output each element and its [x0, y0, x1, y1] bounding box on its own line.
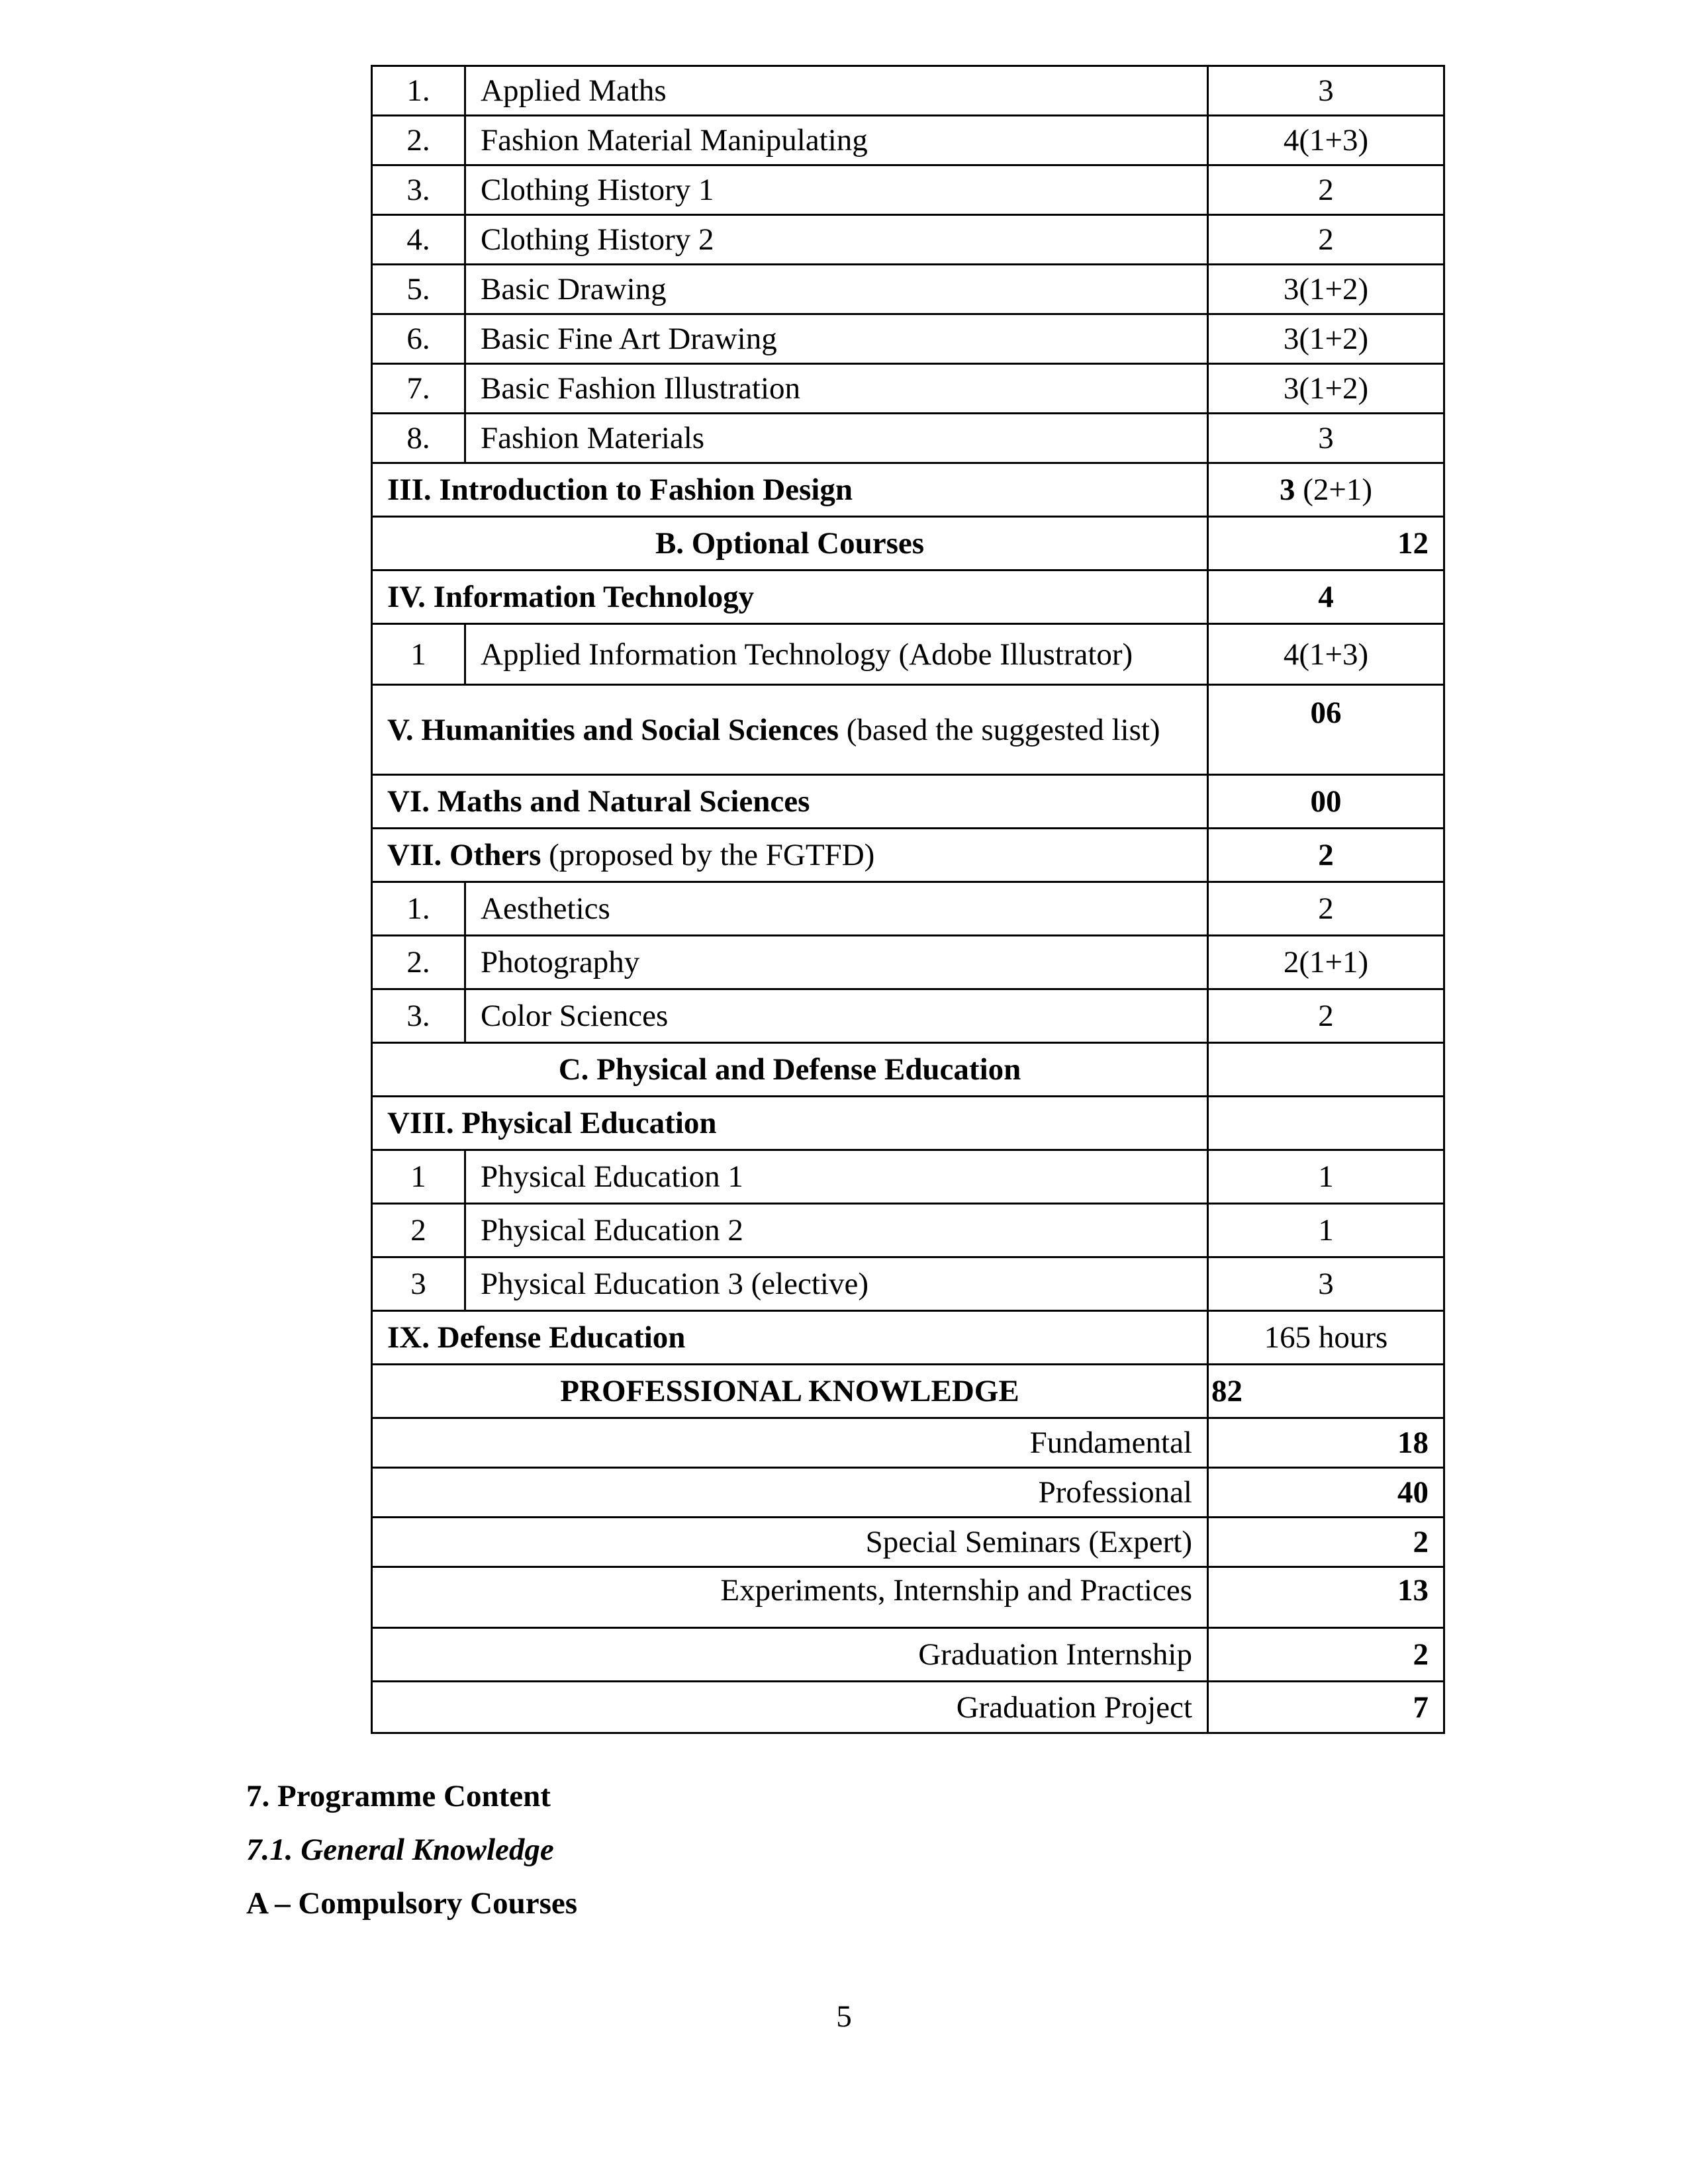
course-credits: 2 [1208, 882, 1444, 936]
section-credits: 06 [1208, 685, 1444, 775]
table-row [372, 1518, 1444, 1567]
group-credits: 82 [1208, 1365, 1444, 1418]
group-credits-empty [1208, 1043, 1444, 1097]
item-number: 6. [372, 314, 465, 364]
course-name: Graduation Internship [372, 1628, 1208, 1682]
table-row [372, 1418, 1444, 1468]
course-name: Photography [465, 936, 1208, 989]
section-credits: 4 [1208, 570, 1444, 624]
course-credits: 2 [1208, 1518, 1444, 1567]
course-credits: 4(1+3) [1208, 624, 1444, 685]
curriculum-table [371, 65, 1445, 1734]
course-credits: 2 [1208, 989, 1444, 1043]
section-row [372, 1097, 1444, 1150]
course-name: Basic Fashion Illustration [465, 364, 1208, 414]
table-row [372, 936, 1444, 989]
section-row [372, 570, 1444, 624]
table-row [372, 1257, 1444, 1311]
section-title-bold: V. Humanities and Social Sciences [387, 712, 839, 747]
course-credits: 40 [1208, 1468, 1444, 1518]
course-credits: 3(1+2) [1208, 265, 1444, 314]
item-number: 7. [372, 364, 465, 414]
general-knowledge-subheading: 7.1. General Knowledge [246, 1833, 554, 1867]
section-credits-empty [1208, 1097, 1444, 1150]
table-row [372, 624, 1444, 685]
course-credits: 2 [1208, 165, 1444, 215]
course-name: Physical Education 2 [465, 1204, 1208, 1257]
credit-bold: 3 [1279, 473, 1295, 507]
section-row [372, 775, 1444, 829]
compulsory-courses-heading: A – Compulsory Courses [246, 1886, 578, 1921]
course-name: Basic Fine Art Drawing [465, 314, 1208, 364]
table-row [372, 116, 1444, 165]
table-row [372, 165, 1444, 215]
section-title: VI. Maths and Natural Sciences [372, 775, 1208, 829]
item-number: 2. [372, 936, 465, 989]
course-credits: 7 [1208, 1682, 1444, 1733]
course-name: Color Sciences [465, 989, 1208, 1043]
section-title: VIII. Physical Education [372, 1097, 1208, 1150]
section-title: III. Introduction to Fashion Design [372, 463, 1208, 517]
course-name: Aesthetics [465, 882, 1208, 936]
section-row [372, 829, 1444, 882]
table-row [372, 414, 1444, 463]
item-number: 8. [372, 414, 465, 463]
course-name: Fundamental [372, 1418, 1208, 1468]
table-row [372, 1204, 1444, 1257]
programme-content-heading: 7. Programme Content [246, 1779, 551, 1813]
item-number: 3 [372, 1257, 465, 1311]
table-row [372, 314, 1444, 364]
item-number: 4. [372, 215, 465, 265]
group-title: B. Optional Courses [372, 517, 1208, 570]
section-title [372, 829, 1208, 882]
item-number: 2. [372, 116, 465, 165]
course-name: Clothing History 1 [465, 165, 1208, 215]
section-credits: 00 [1208, 775, 1444, 829]
course-name: Applied Maths [465, 66, 1208, 116]
course-name: Special Seminars (Expert) [372, 1518, 1208, 1567]
group-header-row [372, 1365, 1444, 1418]
section-credits [1208, 463, 1444, 517]
page-number: 5 [836, 1999, 852, 2034]
item-number: 3. [372, 165, 465, 215]
table-row [372, 882, 1444, 936]
course-credits: 1 [1208, 1204, 1444, 1257]
table-row [372, 1468, 1444, 1518]
course-name: Physical Education 1 [465, 1150, 1208, 1204]
table-row [372, 215, 1444, 265]
section-title-note: (proposed by the FGTFD) [541, 838, 875, 872]
section-title: IX. Defense Education [372, 1311, 1208, 1365]
course-credits: 18 [1208, 1418, 1444, 1468]
course-credits: 2 [1208, 215, 1444, 265]
section-row [372, 463, 1444, 517]
item-number: 5. [372, 265, 465, 314]
course-name: Physical Education 3 (elective) [465, 1257, 1208, 1311]
section-title-bold: VII. Others [387, 838, 541, 872]
group-title: PROFESSIONAL KNOWLEDGE [372, 1365, 1208, 1418]
item-number: 2 [372, 1204, 465, 1257]
course-credits: 3(1+2) [1208, 314, 1444, 364]
table-row [372, 1150, 1444, 1204]
course-name: Basic Drawing [465, 265, 1208, 314]
section-credits: 2 [1208, 829, 1444, 882]
group-header-row [372, 517, 1444, 570]
item-number: 3. [372, 989, 465, 1043]
table-row [372, 989, 1444, 1043]
table-row [372, 1567, 1444, 1628]
item-number: 1 [372, 1150, 465, 1204]
course-name: Experiments, Internship and Practices [372, 1567, 1208, 1628]
course-credits: 2(1+1) [1208, 936, 1444, 989]
course-name: Professional [372, 1468, 1208, 1518]
course-credits: 3 [1208, 1257, 1444, 1311]
section-row [372, 1311, 1444, 1365]
item-number: 1 [372, 624, 465, 685]
table-row [372, 364, 1444, 414]
section-title-note: (based the suggested list) [839, 712, 1160, 747]
course-credits: 4(1+3) [1208, 116, 1444, 165]
credit-breakdown: (2+1) [1295, 473, 1373, 507]
course-credits: 1 [1208, 1150, 1444, 1204]
group-header-row [372, 1043, 1444, 1097]
table-row [372, 265, 1444, 314]
group-credits: 12 [1208, 517, 1444, 570]
course-credits: 2 [1208, 1628, 1444, 1682]
group-title: C. Physical and Defense Education [372, 1043, 1208, 1097]
item-number: 1. [372, 882, 465, 936]
section-title: IV. Information Technology [372, 570, 1208, 624]
course-credits: 13 [1208, 1567, 1444, 1628]
course-name: Applied Information Technology (Adobe Illustrator) [465, 624, 1208, 685]
item-number: 1. [372, 66, 465, 116]
section-title [372, 685, 1208, 775]
course-name: Fashion Material Manipulating [465, 116, 1208, 165]
course-credits: 3 [1208, 66, 1444, 116]
section-credits: 165 hours [1208, 1311, 1444, 1365]
table-row [372, 1628, 1444, 1682]
course-credits: 3(1+2) [1208, 364, 1444, 414]
section-row [372, 685, 1444, 775]
course-name: Clothing History 2 [465, 215, 1208, 265]
table-row [372, 66, 1444, 116]
course-name: Fashion Materials [465, 414, 1208, 463]
course-name: Graduation Project [372, 1682, 1208, 1733]
course-credits: 3 [1208, 414, 1444, 463]
table-row [372, 1682, 1444, 1733]
